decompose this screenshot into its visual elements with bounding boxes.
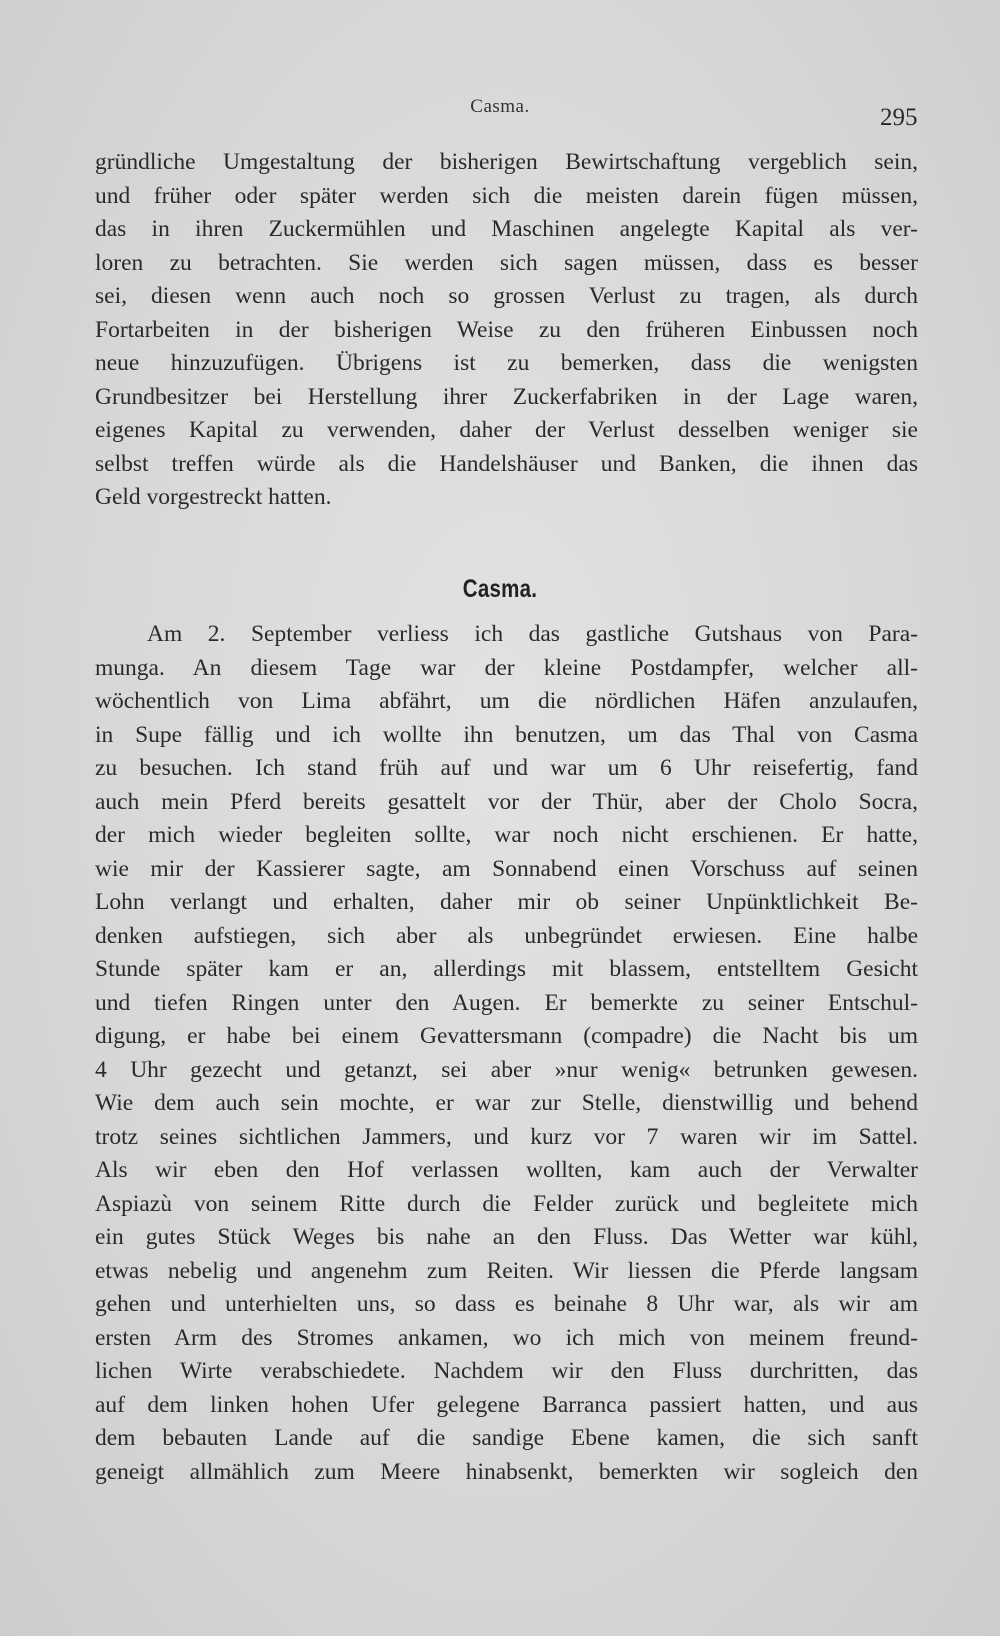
text-line: Am 2. September verliess ich das gastliche Gutshaus von Para- [147,621,918,647]
text-line: Stunde später kam er an, allerdings mit blassem, entstelltem Gesicht [95,956,918,982]
text-line: sei, diesen wenn auch noch so grossen Verlust zu tragen, als durch [95,283,918,309]
text-line: loren zu betrachten. Sie werden sich sagen müssen, dass es besser [95,249,918,276]
text-line: das in ihren Zuckermühlen und Maschinen angelegte Kapital als ver- [95,216,918,242]
text-line: und früher oder später werden sich die meisten darein fügen müssen, [95,182,918,209]
text-line: Aspiazù von seinem Ritte durch die Felder zurück und begleitete mich [95,1190,918,1217]
text-line: Lohn verlangt und erhalten, daher mir ob seiner Unpünktlichkeit Be- [95,889,918,915]
text-line: der mich wieder begleiten sollte, war noch nicht erschienen. Er hatte, [95,822,918,848]
text-line: wöchentlich von Lima abfährt, um die nördlichen Häfen anzulaufen, [95,688,918,714]
section-heading: Casma. [462,575,538,603]
text-line: Geld vorgestreckt hatten. [95,484,332,510]
text-line: digung, er habe bei einem Gevattersmann (compadre) die Nacht bis um [95,1023,918,1049]
text-line: munga. An diesem Tage war der kleine Postdampfer, welcher all- [95,654,918,681]
text-line: gehen und unterhielten uns, so dass es beinahe 8 Uhr war, als wir am [95,1291,918,1317]
text-line: und tiefen Ringen unter den Augen. Er bemerkte zu seiner Entschul- [95,989,918,1016]
text-line: Grundbesitzer bei Herstellung ihrer Zuckerfabriken in der Lage waren, [95,383,918,410]
text-line: Fortarbeiten in der bisherigen Weise zu den früheren Einbussen noch [95,316,918,343]
text-line: Wie dem auch sein mochte, er war zur Stelle, dienstwillig und behend [95,1090,918,1116]
text-line: wie mir der Kassierer sagte, am Sonnabend einen Vorschuss auf seinen [95,855,918,882]
text-line: 4 Uhr gezecht und getanzt, sei aber »nur wenig« betrunken gewesen. [95,1056,918,1083]
text-line: auf dem linken hohen Ufer gelegene Barranca passiert hatten, und aus [95,1391,918,1418]
text-line: gründliche Umgestaltung der bisherigen Bewirtschaftung vergeblich sein, [95,149,918,175]
text-line: zu besuchen. Ich stand früh auf und war um 6 Uhr reisefertig, fand [95,755,918,781]
text-line: auch mein Pferd bereits gesattelt vor der Thür, aber der Cholo Socra, [95,788,918,815]
section-paragraph [95,618,918,1489]
text-line: ersten Arm des Stromes ankamen, wo ich mich von meinem freund- [95,1324,918,1351]
text-line: selbst treffen würde als die Handelshäuser und Banken, die ihnen das [95,450,918,477]
text-line: ein gutes Stück Weges bis nahe an den Fluss. Das Wetter war kühl, [95,1224,918,1250]
text-line: dem bebauten Lande auf die sandige Ebene kamen, die sich sanft [95,1425,918,1451]
running-head: Casma. [470,96,530,117]
text-line: lichen Wirte verabschiedete. Nachdem wir den Fluss durchritten, das [95,1358,918,1384]
text-line: trotz seines sichtlichen Jammers, und kurz vor 7 waren wir im Sattel. [95,1123,918,1150]
text-line: neue hinzuzufügen. Übrigens ist zu bemerken, dass die wenigsten [95,350,918,376]
text-line: geneigt allmählich zum Meere hinabsenkt, bemerkten wir sogleich den [95,1458,918,1485]
text-line: in Supe fällig und ich wollte ihn benutzen, um das Thal von Casma [95,721,918,748]
page-number: 295 [880,104,918,131]
text-line: eigenes Kapital zu verwenden, daher der Verlust desselben weniger sie [95,417,918,443]
paragraph-continuation [95,146,918,515]
text-line: denken aufstiegen, sich aber als unbegründet erwiesen. Eine halbe [95,922,918,949]
text-line: Als wir eben den Hof verlassen wollten, kam auch der Verwalter [95,1157,918,1183]
text-line: etwas nebelig und angenehm zum Reiten. Wir liessen die Pferde langsam [95,1257,918,1284]
